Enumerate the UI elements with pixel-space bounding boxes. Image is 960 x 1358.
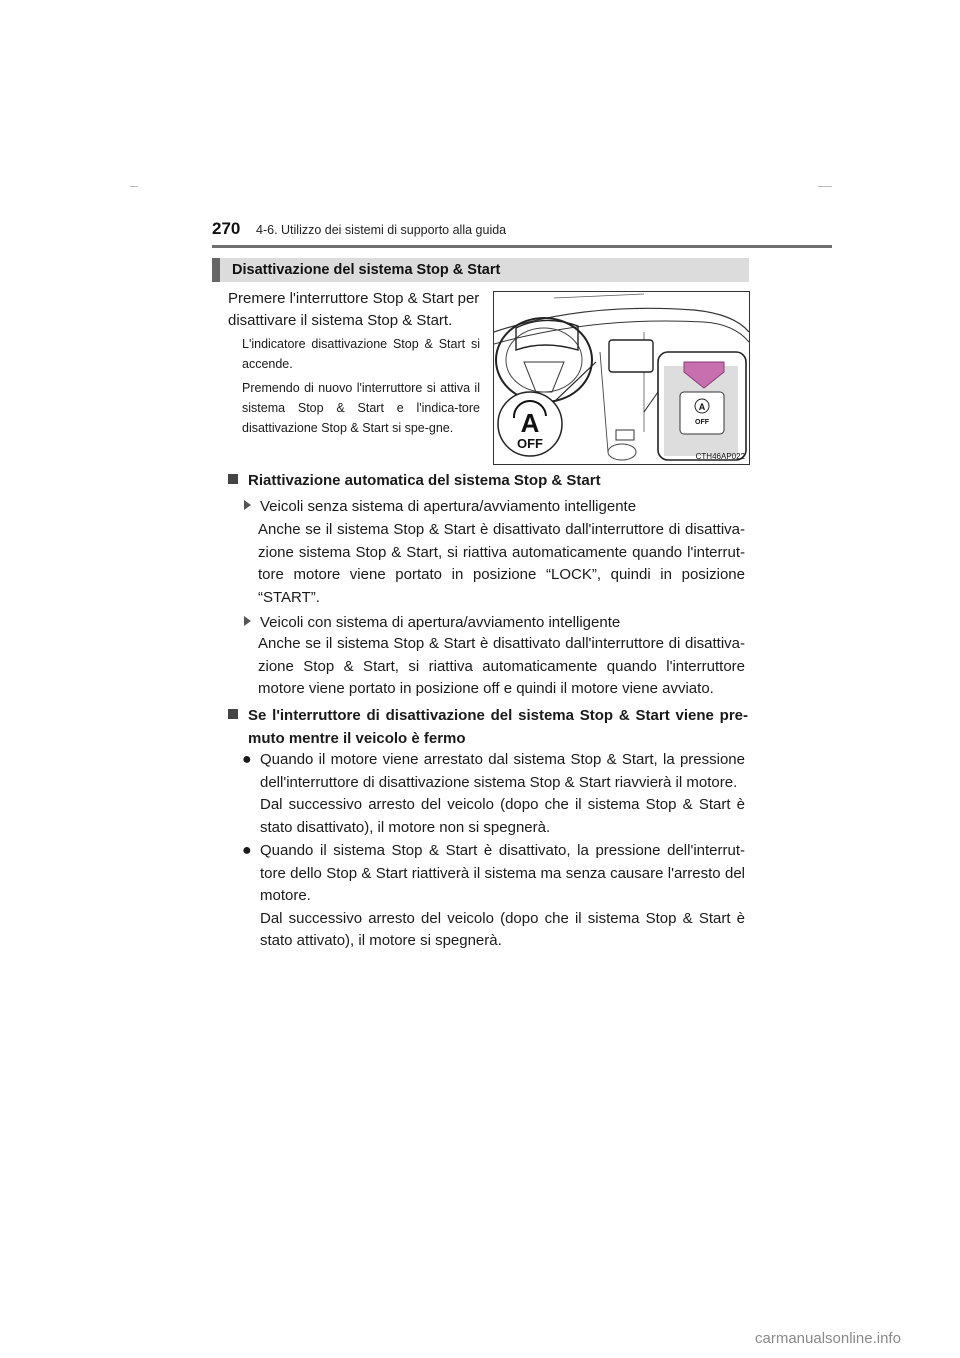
triangle-bullet-icon: [244, 616, 251, 626]
case-without-smart-key: Veicoli senza sistema di apertura/avviamento intelligente: [244, 496, 636, 518]
figure-code: CTH46AP022: [695, 452, 745, 461]
pressed-while-stopped-heading-line2: muto mentre il veicolo è fermo: [248, 730, 466, 747]
intro-note-reactivate: Premendo di nuovo l'interruttore si attiva il sistema Stop & Start e l'indica-tore disattivazione Stop & Start si spe-gne.: [242, 381, 480, 435]
case-without-smart-key-text: Anche se il sistema Stop & Start è disattivato dall'interruttore di disattiva-zione sistema Stop & Start, si riattiva automaticamente quando l'interrut-tore motore viene portato in posizione “LOCK”, quindi in posizione “START”.: [258, 521, 745, 606]
case-with-smart-key-text: Anche se il sistema Stop & Start è disattivato dall'interruttore di disattiva-zione Stop & Start, si riattiva automaticamente quando l'interruttore motore viene portato in posizione off e quindi il motore viene avviato.: [258, 635, 745, 697]
stopped-by-system-item: Quando il motore viene arrestato dal sistema Stop & Start, la pressione dell'interruttore di disattivazione sistema Stop & Start riavvierà il motore. Dal successivo arresto del veicolo (dopo che il sistema Stop & Start è stato disattivato), il motore non si spegnerà.: [260, 751, 745, 836]
svg-text:A: A: [520, 408, 540, 438]
section-bar: [212, 258, 749, 282]
crop-mark-left: [130, 186, 138, 187]
running-header: 4-6. Utilizzo dei sistemi di supporto alla guida: [256, 223, 507, 237]
section-title: Disattivazione del sistema Stop & Start: [232, 262, 501, 278]
intro-instruction: Premere l'interruttore Stop & Start per disattivare il sistema Stop & Start.: [228, 290, 480, 329]
page-number: 270: [212, 219, 241, 238]
system-disabled-item: Quando il sistema Stop & Start è disattivato, la pressione dell'interrut-tore dello Stop & Start riattiverà il sistema ma senza causare l'arresto del motore. Dal successivo arresto del veicolo (dopo che il sistema Stop & Start è stato attivato), il motore si spegnerà.: [260, 842, 745, 949]
round-bullet-icon: ●: [242, 751, 252, 768]
watermark: carmanualsonline.info: [755, 1330, 901, 1347]
case-with-smart-key: Veicoli con sistema di apertura/avviamento intelligente: [244, 612, 620, 634]
triangle-bullet-icon: [244, 500, 251, 510]
dashboard-illustration: [493, 291, 750, 465]
header-rule: [212, 245, 832, 248]
round-bullet-icon: ●: [242, 842, 252, 859]
svg-text:OFF: OFF: [517, 436, 543, 451]
svg-text:A: A: [698, 402, 706, 412]
pressed-while-stopped-heading-line1: Se l'interruttore di disattivazione del sistema Stop & Start viene pre-: [228, 705, 748, 727]
auto-reactivation-heading: Riattivazione automatica del sistema Stop & Start: [228, 470, 601, 492]
intro-note-indicator: L'indicatore disattivazione Stop & Start si accende.: [242, 337, 480, 371]
square-bullet-icon: [228, 474, 238, 484]
svg-text:OFF: OFF: [695, 419, 709, 426]
square-bullet-icon: [228, 709, 238, 719]
crop-mark-right: [818, 186, 832, 187]
